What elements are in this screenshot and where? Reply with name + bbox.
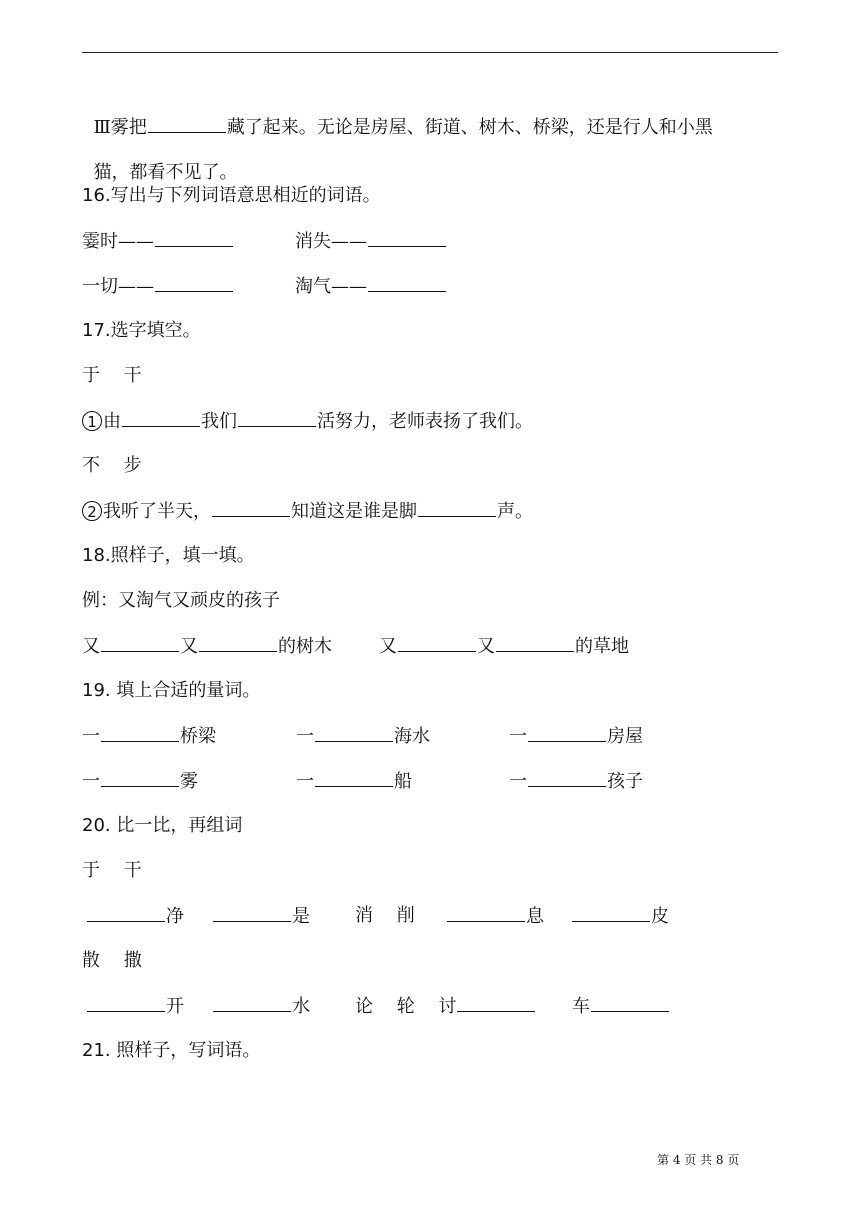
q20-row-2: 论 轮 讨 [355, 995, 536, 1018]
q16-title: 16.写出与下列词语意思相近的词语。 [82, 185, 381, 206]
answer-blank[interactable] [528, 770, 606, 787]
q20-row-1: 是 [212, 905, 310, 928]
q20-row-2: 水 [212, 995, 310, 1018]
q15-line-1 [82, 94, 713, 139]
answer-blank[interactable] [213, 995, 291, 1012]
answer-blank[interactable] [368, 230, 446, 247]
q16-row-2: 一切—— [82, 275, 234, 298]
q18-row-2: 又 又 的草地 [379, 636, 629, 657]
q15-line-2 [82, 140, 237, 184]
answer-blank[interactable] [87, 905, 165, 922]
answer-blank[interactable] [199, 635, 277, 652]
q20-group-1: 于 干 [82, 860, 142, 881]
q19-cell: 一 雾 [82, 771, 198, 792]
q19-cell: 一 孩子 [509, 771, 643, 792]
q18-title: 18.照样子，填一填。 [82, 545, 255, 566]
q20-title: 20. 比一比，再组词 [82, 815, 243, 836]
answer-blank[interactable] [213, 905, 291, 922]
q17-sentence-1: 1 由 我们 活努力，老师表扬了我们。 [82, 410, 533, 433]
q18-example: 例：又淘气又顽皮的孩子 [82, 590, 280, 611]
answer-blank[interactable] [368, 275, 446, 292]
page-footer: 第 4 页 共 8 页 [657, 1153, 740, 1167]
answer-blank[interactable] [457, 995, 535, 1012]
q19-cell: 一 船 [296, 771, 412, 792]
answer-blank[interactable] [155, 275, 233, 292]
q20-row-1: 净 [86, 905, 184, 928]
q15-text: Ⅲ雾把 [93, 117, 147, 138]
answer-blank[interactable] [212, 500, 290, 517]
q19-cell: 一 桥梁 [82, 726, 216, 747]
answer-blank[interactable] [591, 995, 669, 1012]
q19-cell: 一 海水 [296, 726, 430, 747]
answer-blank[interactable] [398, 635, 476, 652]
answer-blank[interactable] [238, 410, 316, 427]
answer-blank[interactable] [418, 500, 496, 517]
q20-row-1: 息 [446, 905, 544, 928]
header-rule [82, 52, 778, 53]
q18-row-1: 又 又 的树木 [82, 636, 332, 657]
q21-title: 21. 照样子，写词语。 [82, 1040, 261, 1061]
q19-title: 19. 填上合适的量词。 [82, 680, 261, 701]
circled-number: 1 [82, 411, 102, 431]
answer-blank[interactable] [101, 635, 179, 652]
answer-blank[interactable] [87, 995, 165, 1012]
q20-row-1: 皮 [571, 905, 669, 928]
answer-blank[interactable] [528, 725, 606, 742]
q17-group-1: 于 干 [82, 365, 142, 386]
answer-blank[interactable] [315, 725, 393, 742]
q17-sentence-2: 2 我听了半天， 知道这是谁是脚 声。 [82, 500, 533, 523]
q20-row-2: 开 [86, 995, 184, 1018]
q20-row-1: 消 削 [355, 905, 415, 926]
answer-blank[interactable] [101, 725, 179, 742]
answer-blank[interactable] [148, 116, 226, 133]
q16-row-2b: 淘气—— [295, 275, 447, 298]
q20-group-2: 散 撒 [82, 950, 142, 971]
answer-blank[interactable] [101, 770, 179, 787]
q17-group-2: 不 步 [82, 455, 142, 476]
q20-row-2: 车 [572, 995, 670, 1018]
circled-number: 2 [82, 501, 102, 521]
q19-cell: 一 房屋 [509, 726, 643, 747]
q15-text: 猫，都看不见了。 [93, 162, 238, 183]
q15-text: 藏了起来。无论是房屋、街道、树木、桥梁，还是行人和小黑 [226, 117, 713, 138]
q16-row-1b: 消失—— [295, 230, 447, 253]
q17-title: 17.选字填空。 [82, 320, 201, 341]
q16-row-1: 霎时—— [82, 230, 234, 253]
answer-blank[interactable] [496, 635, 574, 652]
answer-blank[interactable] [447, 905, 525, 922]
answer-blank[interactable] [315, 770, 393, 787]
answer-blank[interactable] [122, 410, 200, 427]
answer-blank[interactable] [155, 230, 233, 247]
answer-blank[interactable] [572, 905, 650, 922]
